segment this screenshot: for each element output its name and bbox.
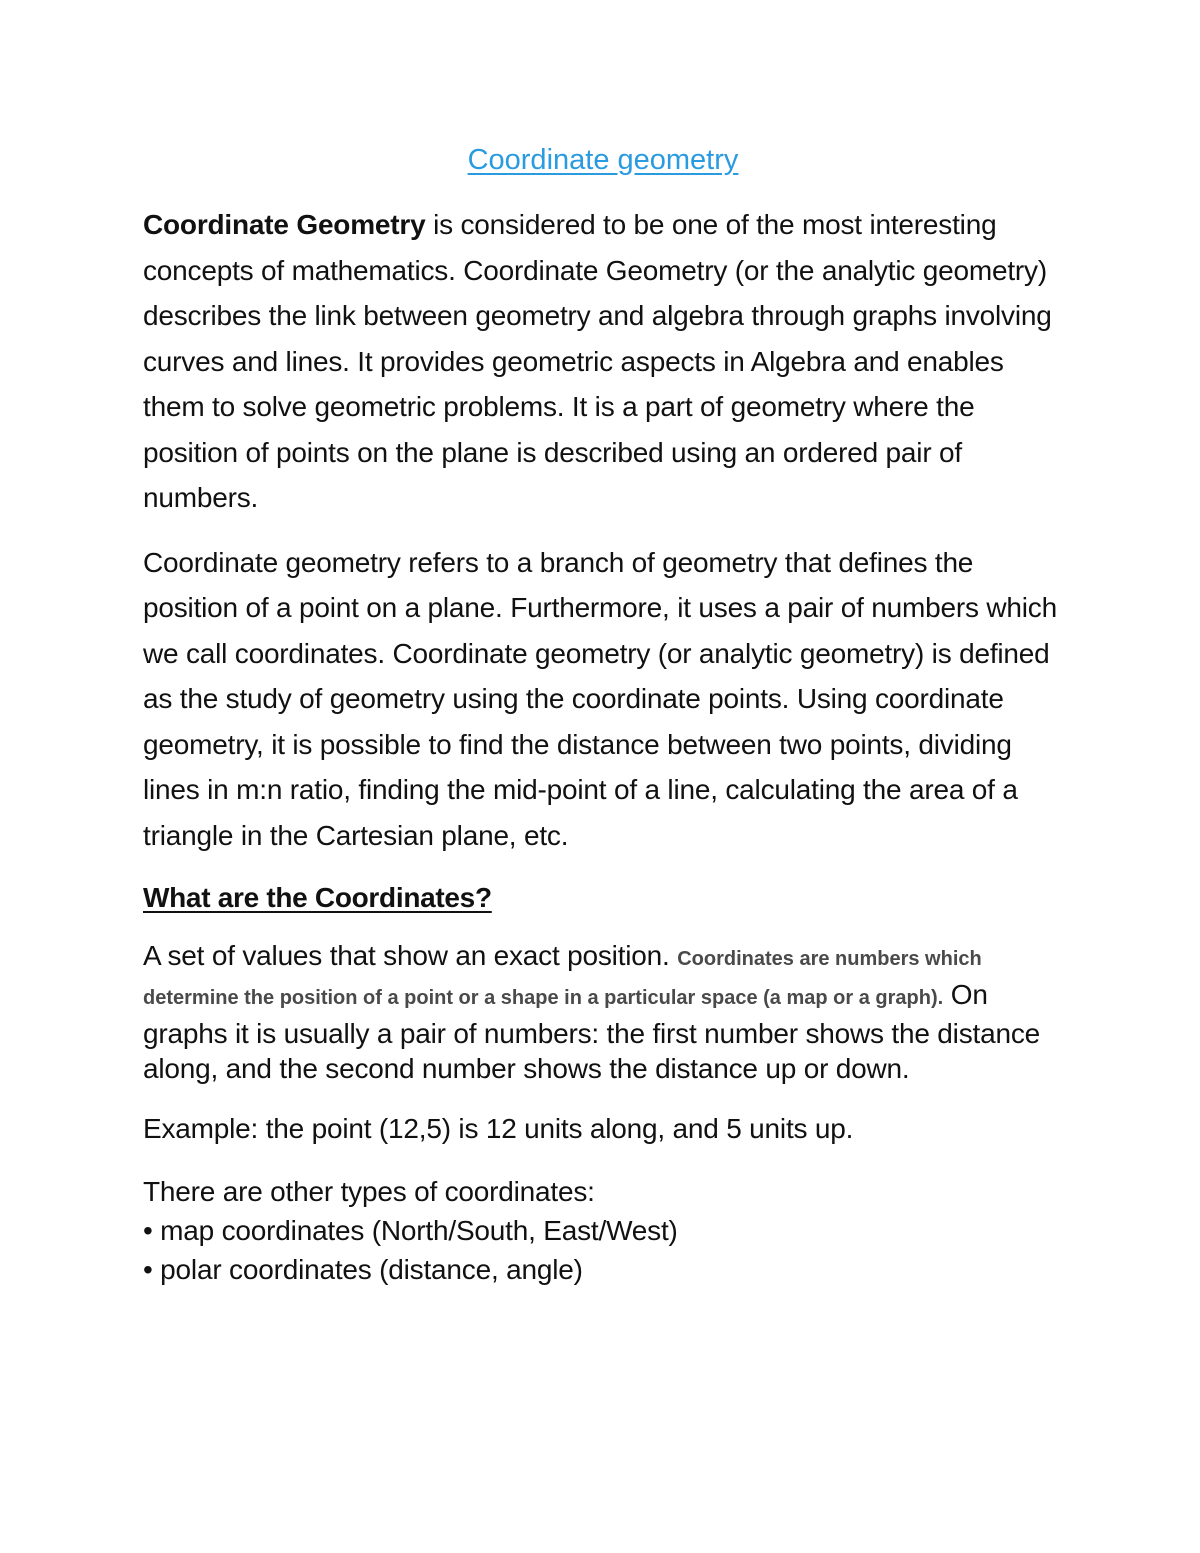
- intro-text: is considered to be one of the most interesting concepts of mathematics. Coordinate Geometry (or the analytic geometry) describes the link between geometry and algebra through graphs involving curves and lines. It provides geometric aspects in Algebra and enables them to solve geometric problems. It is a part of geometry where the position of points on the plane is described using an ordered pair of numbers.: [143, 209, 1052, 513]
- definition-paragraph: Coordinate geometry refers to a branch of geometry that defines the position of a point on a plane. Furthermore, it uses a pair of numbers which we call coordinates. Coordinate geometry (or analytic geometry) is defined as the study of geometry using the coordinate points. Using coordinate geometry, it is possible to find the distance between two points, dividing lines in m:n ratio, finding the mid-point of a line, calculating the area of a triangle in the Cartesian plane, etc.: [143, 546, 1057, 851]
- intro-bold-term: Coordinate Geometry: [143, 209, 426, 240]
- document-page: [143, 130, 1063, 1289]
- section-heading: What are the Coordinates?: [143, 882, 492, 913]
- other-types-paragraph: [143, 1172, 1063, 1289]
- other-types-intro: There are other types of coordinates:: [143, 1176, 595, 1207]
- coordinates-paragraph: [143, 938, 1063, 1086]
- coordinates-highlight: Coordinates are numbers which determine the position of a point or a shape in a particular space (a map or a graph).: [143, 947, 982, 1009]
- coordinates-rest: On graphs it is usually a pair of numbers: the first number shows the distance along, and the second number shows the distance up or down.: [143, 978, 1040, 1084]
- list-item: • map coordinates (North/South, East/West): [143, 1215, 678, 1246]
- coordinates-lead: A set of values that show an exact position.: [143, 939, 678, 971]
- document-title: Coordinate geometry: [467, 144, 739, 176]
- intro-paragraph: [143, 202, 1063, 521]
- list-item: • polar coordinates (distance, angle): [143, 1254, 583, 1285]
- example-paragraph: Example: the point (12,5) is 12 units along, and 5 units up.: [143, 1112, 854, 1144]
